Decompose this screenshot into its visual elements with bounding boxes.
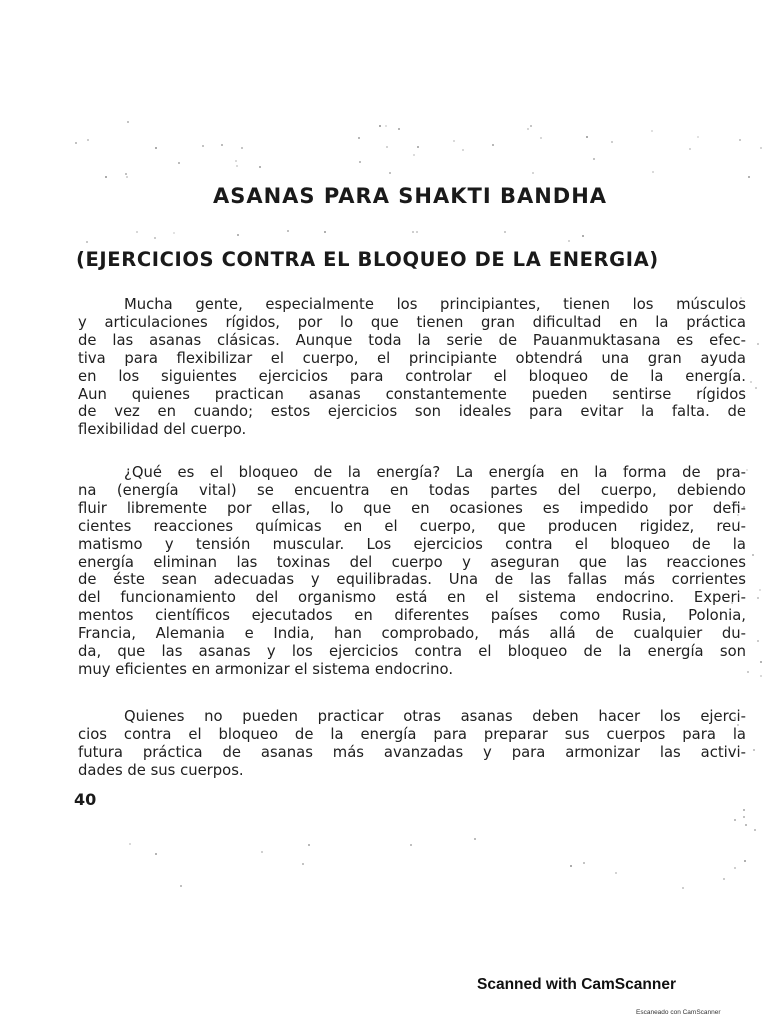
text-line: en los siguientes ejercicios para controlar el bloqueo de la energía. (78, 367, 746, 385)
scan-speck (453, 140, 455, 142)
scan-speck (410, 844, 412, 846)
scan-speck (615, 872, 617, 874)
scan-speck (750, 381, 752, 383)
scan-speck (759, 589, 761, 591)
scan-speck (760, 661, 762, 663)
scan-speck (126, 176, 128, 178)
scan-speck (127, 121, 129, 123)
scan-speck (744, 860, 746, 862)
scan-speck (757, 597, 759, 599)
scan-speck (389, 172, 391, 174)
scan-speck (379, 125, 381, 127)
text-line: futura práctica de asanas más avanzadas y para armonizar las activi- (78, 743, 746, 761)
scan-speck (236, 165, 238, 167)
text-line: Francia, Alemania e India, han comprobado, más allá de cualquier du- (78, 625, 746, 643)
text-line: tiva para flexibilizar el cuerpo, el principiante obtendrá una gran ayuda (78, 349, 746, 367)
text-line: da, que las asanas y los ejercicios contra el bloqueo de la energía son (78, 643, 746, 661)
page-subtitle: (EJERCICIOS CONTRA EL BLOQUEO DE LA ENERGIA) (76, 248, 659, 271)
scan-speck (154, 237, 156, 239)
scan-speck (568, 240, 570, 242)
scan-speck (652, 171, 654, 173)
scan-speck (739, 139, 741, 141)
scan-speck (747, 671, 749, 673)
scan-speck (235, 160, 237, 162)
text-line: del funcionamiento del organismo está en el sistema endocrino. Experi- (78, 589, 746, 607)
scan-speck (302, 863, 304, 865)
text-line: flexibilidad del cuerpo. (78, 421, 247, 439)
scan-speck (241, 147, 243, 149)
scan-speck (697, 136, 699, 138)
text-line: ¿Qué es el bloqueo de la energía? La energía en la forma de pra- (124, 464, 746, 481)
scan-speck (202, 145, 204, 147)
scan-speck (582, 235, 584, 237)
scan-speck (530, 125, 532, 127)
text-line: muy eficientes en armonizar el sistema endocrino. (78, 660, 454, 678)
scan-speck (359, 161, 361, 163)
scan-speck (87, 139, 89, 141)
scan-speck (385, 125, 387, 127)
scan-speck (358, 137, 360, 139)
text-line: matismo y tensión muscular. Los ejercicios contra el bloqueo de la (78, 535, 746, 553)
scan-speck (75, 142, 77, 144)
scan-speck (743, 809, 745, 811)
scan-speck (753, 749, 755, 751)
scan-speck (586, 136, 588, 138)
scan-speck (462, 149, 464, 151)
text-line: Quienes no pueden practicar otras asanas deben hacer los ejerci- (124, 708, 746, 725)
scan-speck (760, 675, 762, 677)
scan-speck (748, 176, 750, 178)
scan-speck (474, 838, 476, 840)
camscanner-small-watermark: Escaneado con CamScanner (636, 1009, 721, 1016)
scan-speck (734, 819, 736, 821)
scan-speck (583, 862, 585, 864)
scan-speck (413, 154, 415, 156)
scan-speck (723, 878, 725, 880)
paragraph-2 (78, 464, 746, 679)
scan-speck (760, 147, 762, 149)
scan-speck (412, 231, 414, 233)
scan-speck (86, 241, 88, 243)
text-line: cios contra el bloqueo de la energía para preparar sus cuerpos para la (78, 725, 746, 743)
scan-speck (492, 144, 494, 146)
text-line: dades de sus cuerpos. (78, 761, 244, 779)
scan-speck (180, 885, 182, 887)
text-line: na (energía vital) se encuentra en todas partes del cuerpo, debiendo (78, 481, 746, 499)
scan-speck (136, 231, 138, 233)
scan-speck (570, 865, 572, 867)
page-number: 40 (74, 790, 97, 809)
scan-speck (757, 640, 759, 642)
text-line: de éste sean adecuadas y equilibradas. Una de las fallas más corrientes (78, 571, 746, 589)
text-line: cientes reacciones químicas en el cuerpo, que producen rigidez, reu- (78, 517, 746, 535)
scan-speck (689, 148, 691, 150)
text-line: Aun quienes practican asanas constantemente pueden sentirse rígidos (78, 385, 746, 403)
text-line: de las asanas clásicas. Aunque toda la serie de Pauanmuktasana es efec- (78, 331, 746, 349)
scan-speck (105, 176, 107, 178)
scan-speck (745, 824, 747, 826)
scan-speck (178, 162, 180, 164)
text-line: energía eliminan las toxinas del cuerpo y aseguran que las reacciones (78, 553, 746, 571)
scan-speck (386, 146, 388, 148)
scan-speck (417, 146, 419, 148)
scan-speck (173, 232, 175, 234)
scan-speck (155, 853, 157, 855)
text-line: de vez en cuando; estos ejercicios son ideales para evitar la falta. de (78, 403, 746, 421)
text-line: Mucha gente, especialmente los principiantes, tienen los músculos (124, 296, 746, 313)
scan-speck (743, 816, 745, 818)
scan-speck (221, 144, 223, 146)
scan-speck (308, 844, 310, 846)
scan-speck (261, 851, 263, 853)
text-line: mentos científicos ejecutados en diferentes países como Rusia, Polonia, (78, 607, 746, 625)
scan-speck (237, 234, 239, 236)
text-line: fluir libremente por ellas, lo que en ocasiones es impedido por defi- (78, 499, 746, 517)
scan-speck (532, 172, 534, 174)
paragraph-1 (78, 296, 746, 439)
scan-speck (125, 173, 127, 175)
scan-speck (540, 137, 542, 139)
scan-speck (398, 128, 400, 130)
scan-speck (651, 130, 653, 132)
scan-speck (287, 230, 289, 232)
camscanner-watermark: Scanned with CamScanner (477, 976, 676, 993)
text-line: y articulaciones rígidos, por lo que tienen gran dificultad en la práctica (78, 313, 746, 331)
scan-speck (324, 231, 326, 233)
scan-speck (757, 343, 759, 345)
scan-speck (752, 554, 754, 556)
scan-speck (755, 387, 757, 389)
scan-speck (129, 843, 131, 845)
scan-speck (416, 231, 418, 233)
scan-speck (259, 166, 261, 168)
scan-speck (682, 887, 684, 889)
scan-speck (754, 829, 756, 831)
scan-speck (155, 147, 157, 149)
scan-speck (593, 158, 595, 160)
scan-speck (734, 867, 736, 869)
scan-speck (746, 469, 748, 471)
paragraph-3 (78, 708, 746, 780)
scan-speck (504, 231, 506, 233)
scan-speck (527, 128, 529, 130)
page-title: ASANAS PARA SHAKTI BANDHA (212, 184, 608, 208)
scan-speck (611, 141, 613, 143)
